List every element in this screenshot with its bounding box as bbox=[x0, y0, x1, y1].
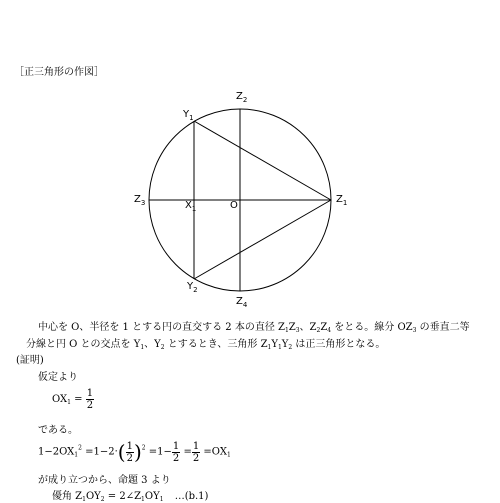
proof-assume: 仮定より bbox=[38, 372, 78, 383]
fraction-half-3: $\frac{1}{2}$ bbox=[172, 440, 180, 464]
proof-heading: (証明) bbox=[16, 355, 44, 366]
yukaku-line: 優角 $Z_1OY_2$ = $2\angle Z_1OY_1$ …(b.1) bbox=[52, 491, 209, 503]
triangle-side-y2z1 bbox=[194, 200, 331, 279]
label-z4: $Z_4$ bbox=[236, 296, 248, 309]
statement-line-2: 分線と円 O との交点を $Y_1$、$Y_2$ とするとき、三角形 $Z_1Y_1Y_2$ は正三角形となる。 bbox=[26, 339, 386, 351]
label-y2: $Y_2$ bbox=[187, 281, 198, 294]
fraction-half-2: $\frac{1}{2}$ bbox=[126, 440, 133, 464]
statement-line-1: 中心を O、半径を 1 とする円の直交する 2 本の直径 $Z_1Z_3$、$Z_2Z_4$ をとる。線分 $OZ_3$ の垂直二等 bbox=[38, 322, 470, 334]
label-x1: $X_1$ bbox=[185, 200, 197, 213]
ox1-equation: $OX_1$ = $\frac{1}{2}$ bbox=[52, 388, 94, 411]
proof-dearu: である。 bbox=[38, 425, 78, 436]
section-title: ［正三角形の作図］ bbox=[14, 67, 104, 78]
fraction-half-4: $\frac{1}{2}$ bbox=[192, 440, 200, 464]
label-z3: $Z_3$ bbox=[134, 194, 146, 207]
triangle-side-y1z1 bbox=[194, 121, 331, 200]
fraction-half: $\frac{1}{2}$ bbox=[86, 388, 94, 411]
label-y1: $Y_1$ bbox=[183, 109, 194, 122]
label-z2: $Z_2$ bbox=[236, 91, 248, 104]
calc-line: $1-2OX_1^2 =1-2\cdot$( $\frac{1}{2}$ )$^2$ =1− $\frac{1}{2}$ = $\frac{1}{2}$ $=OX_1$ bbox=[38, 440, 231, 464]
label-z1: $Z_1$ bbox=[336, 194, 348, 207]
proof-naritatsu: が成り立つから、命題 3 より bbox=[38, 475, 171, 486]
label-o: O bbox=[230, 200, 238, 211]
